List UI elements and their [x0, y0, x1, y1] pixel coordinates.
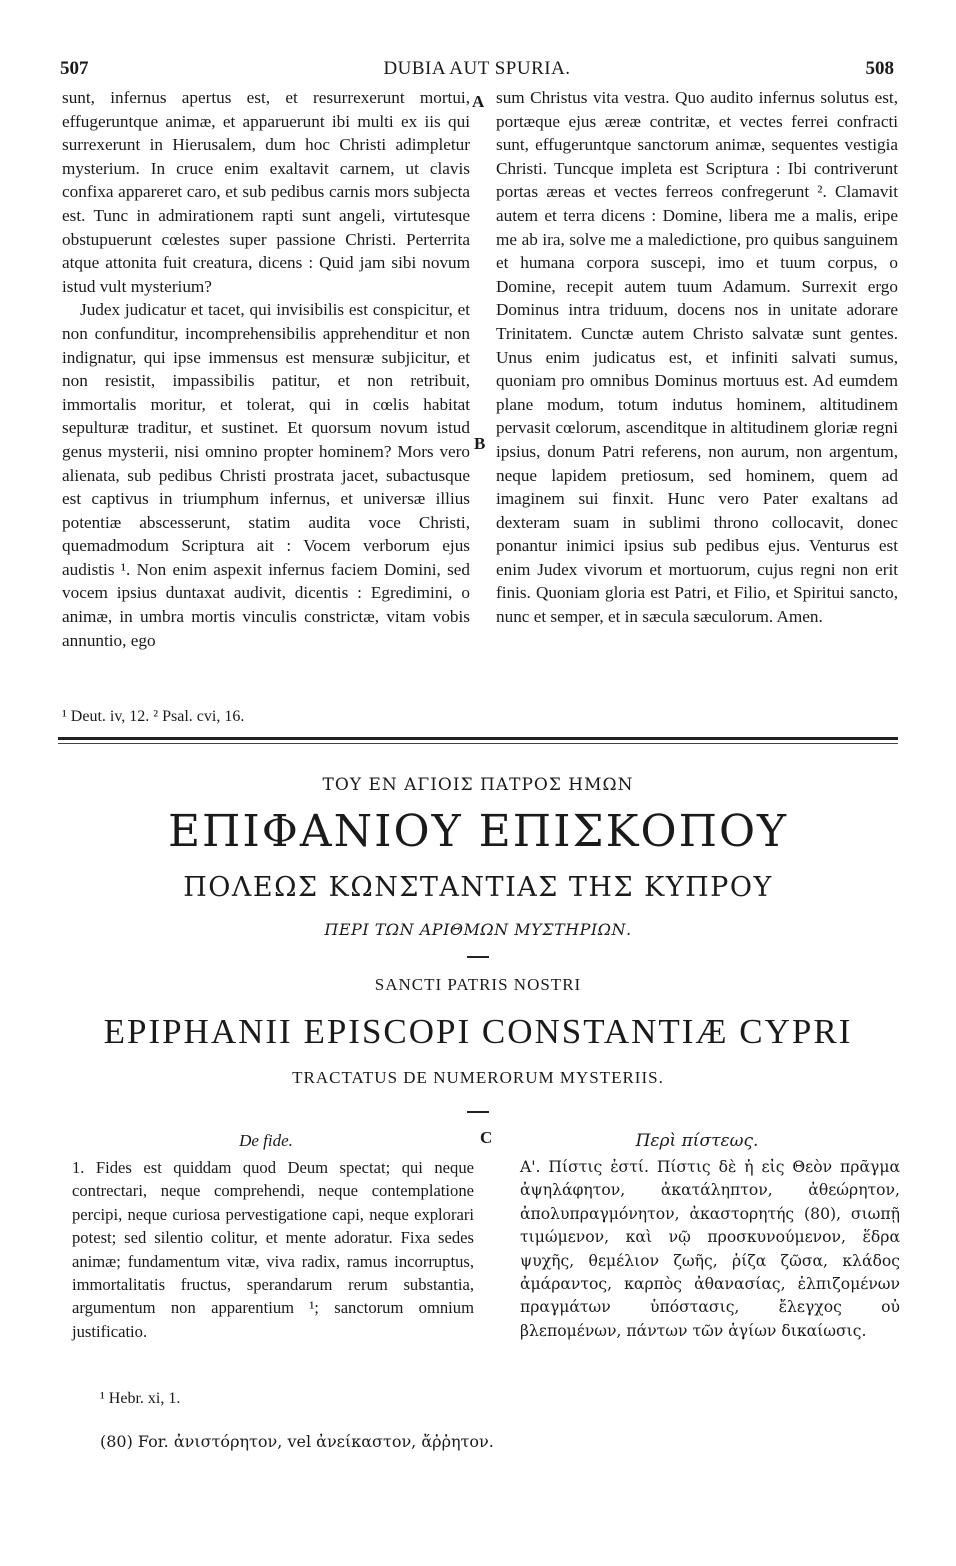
margin-letter-b: B [474, 434, 486, 453]
title-line-6: EPIPHANII EPISCOPI CONSTANTIÆ CYPRI [103, 1012, 853, 1051]
section-rule [58, 737, 898, 740]
title-dash-2 [467, 1111, 489, 1113]
upper-right-column [496, 86, 898, 629]
upper-footnotes: ¹ Deut. iv, 12. ² Psal. cvi, 16. [62, 708, 245, 725]
title-line-1: ΤΟΥ ΕΝ ΑΓΙΟΙΣ ΠΑΤΡΟΣ ΗΜΩΝ [322, 775, 634, 795]
lower-right-column [520, 1156, 900, 1343]
page-number-left: 507 [60, 58, 89, 79]
title-line-2: ΕΠΙΦΑΝΙΟΥ ΕΠΙΣΚΟΠΟΥ [167, 806, 789, 857]
lower-right-paragraph: Α'. Πίστις ἐστί. Πίστις δὲ ἡ εἰς Θεὸν πρᾶγμα ἀψηλάφητον, ἀκατάληπτον, ἀθεώρητον, ἀπολυπραγμόνητον, ἀκαστορητής (80), σιωπῇ τιμώμενον, καὶ νῷ προσκυνούμενον, ἕδρα ψυχῆς, θεμέλιον ζωῆς, ῥίζα ζῶσα, κλάδος ἀμάραντος, καρπὸς ἀθανασίας, ἐλπιζομένων πραγμάτων ὑπόστασις, ἔλεγχος οὐ βλεπομένων, πάντων τῶν ἁγίων δικαίωσις. [520, 1158, 900, 1340]
page-header [60, 58, 894, 86]
page-number-right: 508 [865, 58, 894, 79]
title-line-5: SANCTI PATRIS NOSTRI [374, 975, 582, 994]
upper-left-column [62, 86, 470, 652]
title-dash-1 [467, 956, 489, 958]
section-heading-greek: Περὶ πίστεως. [635, 1131, 759, 1151]
lower-footnote-2: (80) For. ἀνιστόρητον, vel ἀνείκαστον, ἄῤῥητον. [100, 1432, 494, 1451]
upper-right-paragraph-1: sum Christus vita vestra. Quo audito infernus solutus est, portæque ejus æreæ contritæ, et vectes ferrei confracti sunt, effugeruntque sanctorum animæ, sequentes vestigia Christi. Tuncque impleta est Scriptura : Ibi contriverunt portas æreas et vectes ferreos confregerunt ². Clamavit autem et terra dicens : Domine, libera me a malis, eripe me ab ira, solve me a maledictione, pro quibus sanguinem et humana corpora suscepi, imo et tuum corpus, o Domine, recepit autem tuum Adamum. Surrexit ergo Dominus intra triduum, docens nos in unitate adorare Trinitatem. Cunctæ autem Christo salvatæ sunt gentes. Unus enim judicatus est, et infiniti salvati sumus, quoniam pro omnibus Dominus mortuus est. Ad eumdem plane modum, totum indutus hominem, altitudinem pervasit cœlorum, ascenditque in altitudinem gloriæ regni ipsius, donum Patri referens, non aurum, non argentum, neque lapidem pretiosum, sed hominem, quem ad imaginem sui finxit. Hunc vero Pater exaltans ad dexteram suam in sublimi throno collocavit, donec ponantur inimici ipsius sub pedibus ejus. Venturus est enim Judex vivorum et mortuorum, cujus regni non erit finis. Quoniam gloria est Patri, et Filio, et Spiritui sancto, nunc et semper, et in sæcula sæculorum. Amen. [496, 88, 898, 627]
lower-left-paragraph: 1. Fides est quiddam quod Deum spectat; qui neque contrectari, neque comprehendi, neque contemplatione percipi, neque curiosa pervestigatione capi, neque explorari potest; sed silentio colitur, et mente adoratur. Fixa sedes animæ; fundamentum vitæ, viva radix, ramus incorruptus, immortalitatis fructus, sperandarum rerum substantia, argumentum non apparentium ¹; sanctorum omnium justificatio. [72, 1158, 474, 1341]
section-rule-thin [58, 743, 898, 744]
section-heading-latin: De fide. [239, 1131, 293, 1150]
margin-letter-c: C [480, 1128, 493, 1147]
running-title: DUBIA AUT SPURIA. [383, 58, 571, 79]
lower-footnote-1: ¹ Hebr. xi, 1. [100, 1390, 181, 1407]
title-line-7: TRACTATUS DE NUMERORUM MYSTERIIS. [292, 1068, 664, 1087]
upper-left-paragraph-2: Judex judicatur et tacet, qui invisibilis est conspicitur, et non confunditur, incomprehensibilis apprehenditur et non indignatur, qui ipse immensus est mensuræ subjicitur, et non resistit, impassibilis patitur, et non retribuit, immortalis moritur, et tolerat, qui in cœlis habitat sepulturæ traditur, et sustinet. Et quorsum novum istud genus mysterii, nisi omnino propter hominem? Mors vero alienata, sub pedibus Christi prostrata jacet, subactusque est captivus in triumphum infernus, et universæ illius potentiæ abscesserunt, statim audita voce Christi, quemadmodum Scriptura ait : Vocem verborum ejus audistis ¹. Non enim aspexit infernus faciem Domini, sed vocem ipsius duntaxat audivit, dicentis : Egredimini, o animæ, in umbra mortis vinculis constrictæ, vitam vobis annuntio, ego [62, 300, 470, 650]
upper-left-paragraph-1: sunt, infernus apertus est, et resurrexerunt mortui, effugeruntque animæ, et apparuerunt ibi multi ex iis qui surrexerunt in Hierusalem, dum hoc Christi adimpletur mysterium. In cruce enim exaltavit carnem, ut clavis confixa appareret caro, et sub pedibus carnis mors subjecta est. Tunc in admirationem rapti sunt angeli, virtutesque obstupuerunt cœlestes super passione Christi. Perterrita atque attonita fuit creatura, dicens : Quid jam sibi novum istud vult mysterium? [62, 88, 470, 296]
title-line-3: ΠΟΛΕΩΣ ΚΩΝΣΤΑΝΤΙΑΣ ΤΗΣ ΚΥΠΡΟΥ [183, 872, 773, 903]
title-line-4: ΠΕΡΙ ΤΩΝ ΑΡΙΘΜΩΝ ΜΥΣΤΗΡΙΩΝ. [324, 920, 632, 939]
margin-letter-a: A [472, 92, 485, 111]
lower-left-column [72, 1156, 474, 1343]
